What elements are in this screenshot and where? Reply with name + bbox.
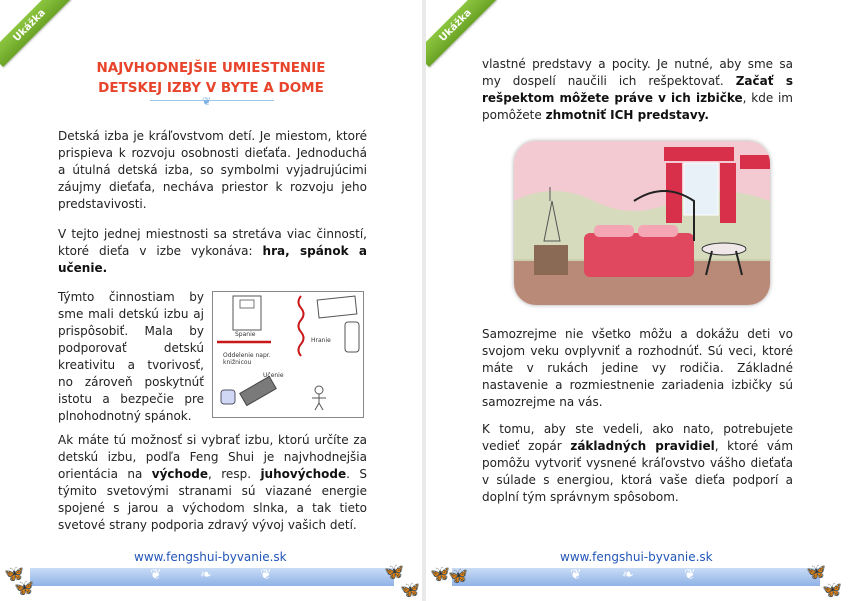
respect-bold-1: Začať s rešpektom môžete práve v ich izbičke — [482, 74, 794, 105]
orientation-southeast: juhovýchode — [260, 467, 347, 481]
band-butterfly-icon: ❦ — [260, 567, 272, 583]
play-mat — [317, 296, 357, 318]
child-body — [312, 394, 326, 410]
butterfly-icon: ❦ — [202, 95, 212, 108]
orientation-east: východe — [151, 467, 209, 481]
room-photo-illustration — [514, 141, 770, 305]
butterfly-icon: 🦋 — [400, 580, 420, 599]
chair-shape — [221, 390, 235, 404]
sample-ribbon: Ukážka — [0, 0, 71, 67]
footer-link[interactable]: www.fengshui-byvanie.sk — [560, 550, 713, 564]
nightstand — [534, 245, 568, 275]
band-butterfly-icon: ❧ — [200, 567, 212, 583]
respect-bold-2: zhmotniť ICH predstavy. — [545, 108, 709, 122]
respect-text-a: vlastné predstavy a pocity. Je nutné, aby sme sa my dospelí naučili ich rešpektovať. — [482, 57, 793, 88]
label-study: Učenie — [263, 372, 284, 379]
bed-shape — [233, 296, 261, 330]
left-page — [0, 0, 422, 601]
room-plan-diagram — [212, 291, 364, 418]
valance — [664, 147, 734, 161]
paragraph-orientation — [58, 432, 367, 534]
butterfly-icon: 🦋 — [806, 562, 826, 581]
curtain-right — [720, 163, 736, 223]
orientation-text-c: . S týmito svetovými stranami sú viazané energie spojené s jarou a východom slnka, a tak tieto svetové strany podporia zdravý vývoj vašich detí. — [58, 467, 368, 532]
right-page — [426, 0, 848, 601]
child-head — [315, 386, 323, 394]
butterfly-icon: 🦋 — [14, 578, 34, 597]
butterfly-icon: 🦋 — [384, 562, 404, 581]
room-photo — [514, 141, 770, 305]
title-divider — [150, 100, 274, 101]
title-line-1: NAJVHODNEJŠIE UMIESTNENIE — [96, 60, 326, 76]
label-sleep: Spanie — [235, 331, 256, 338]
valance-2 — [740, 155, 770, 169]
paragraph-activities — [58, 226, 367, 277]
butterfly-icon: 🦋 — [822, 580, 842, 599]
footer-band — [30, 568, 394, 586]
window — [684, 163, 718, 215]
butterfly-icon: 🦋 — [448, 566, 468, 585]
rules-bold: základných pravidiel — [570, 439, 715, 453]
bed-cover — [584, 233, 694, 277]
side-table — [702, 243, 746, 255]
label-divider-line2: knižnicou — [223, 359, 252, 366]
band-butterfly-icon: ❦ — [684, 567, 696, 583]
label-divider-line1: Oddelenie napr. — [223, 352, 271, 359]
desk-shape — [240, 376, 276, 405]
orientation-text-a: Ak máte tú možnosť si vybrať izbu, ktorú určíte za detskú izbu, podľa Feng Shui je najvhodnejšia orientácia na — [58, 433, 367, 481]
title-line-2: DETSKEJ IZBY V BYTE A DOME — [98, 80, 324, 96]
activities-text: V tejto jednej miestnosti sa stretáva viac činností, ktoré dieťa v izbe vykonáva: — [58, 227, 367, 258]
bed-pillow — [594, 225, 634, 237]
paragraph-intro: Detská izba je kráľovstvom detí. Je miestom, ktoré prispieva k rozvoju osobnosti dieťaťa. Jednoduchá a útulná detská izba, so symbolmi vyjadrujúcimi záujmy dieťaťa, necháva priestor k rozvoju jeho predstavivosti. — [58, 129, 367, 211]
activities-bold: hra, spánok a učenie. — [58, 244, 367, 275]
play-boundary — [299, 296, 304, 356]
band-butterfly-icon: ❦ — [150, 567, 162, 583]
band-butterfly-icon: ❦ — [570, 567, 582, 583]
paragraph-respect — [482, 56, 793, 124]
bed-pillow — [638, 225, 678, 237]
paragraph-parents: Samozrejme nie všetko môžu a dokážu deti vo svojom veku ovplyvniť a rozhodnúť. Sú veci, ktoré máte v rukách jedine vy rodičia. Základné nastavenie a rozmiestnenie zariadenia izbičky sú samozrejme na vás. — [482, 327, 793, 409]
rules-text-a: K tomu, aby ste vedeli, ako nato, potrebujete vedieť zopár — [482, 422, 793, 453]
orientation-text-b: , resp. — [208, 467, 261, 481]
page-title — [40, 58, 382, 98]
respect-text-b: , kde im pomôžete — [482, 91, 793, 122]
rules-text-b: , ktoré vám pomôžu vytvoriť vysnené kráľovstvo vášho dieťaťa v súlade s energiou, ktorá vaše dieťa podporí a doplní tým správnym spôsobom. — [482, 439, 794, 504]
footer-link[interactable]: www.fengshui-byvanie.sk — [134, 550, 287, 564]
footer-band — [452, 568, 820, 586]
butterfly-icon: 🦋 — [430, 564, 450, 583]
sofa-shape — [345, 322, 359, 352]
label-play: Hranie — [311, 337, 331, 344]
band-butterfly-icon: ❧ — [622, 567, 634, 583]
pillow-shape — [240, 300, 254, 308]
butterfly-icon: 🦋 — [4, 564, 24, 583]
paragraph-rules — [482, 421, 793, 506]
sample-ribbon: Ukážka — [426, 0, 497, 67]
label-divider — [223, 352, 271, 366]
paragraph-adapt: Týmto činnostiam by sme mali detskú izbu aj prispôsobiť. Mala by podporovať detskú kreativitu a tvorivosť, no zároveň poskytnúť istotu a bezpečie pre plnohodnotný spánok. — [58, 290, 204, 423]
